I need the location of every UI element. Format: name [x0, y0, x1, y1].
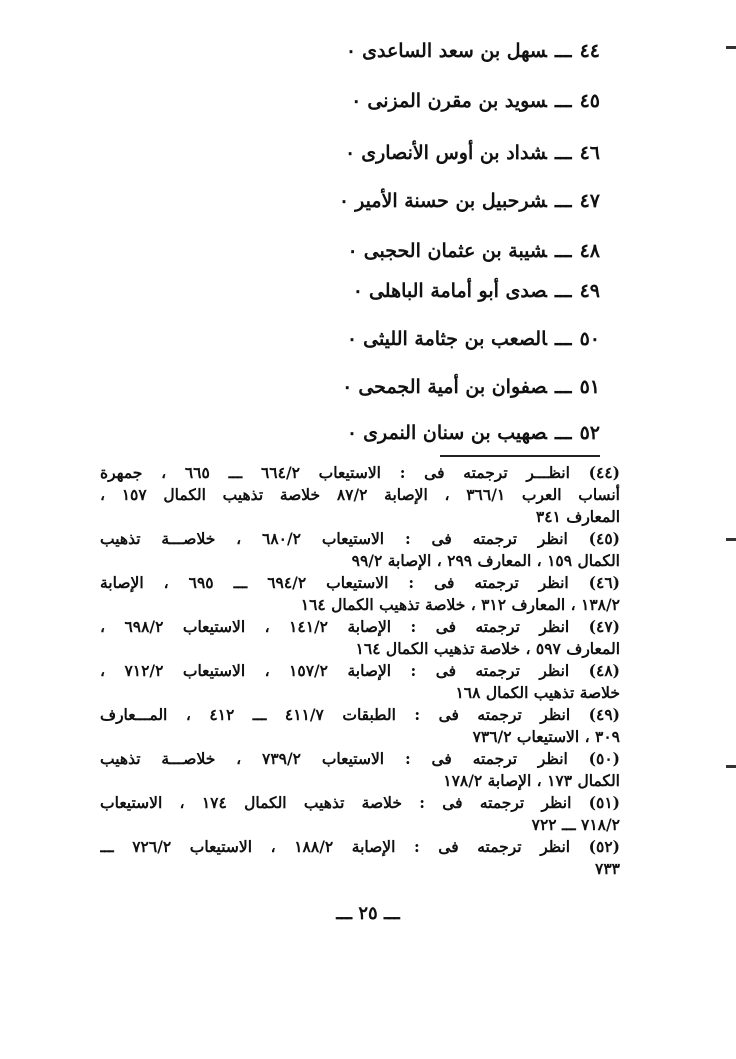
entry-dot: ٠ — [346, 422, 358, 444]
entry-name: سهل بن سعد الساعدى — [362, 40, 547, 62]
footnote — [100, 528, 620, 572]
footnote — [100, 748, 620, 792]
entry-dash: ـــ — [554, 328, 572, 350]
entry-dot: ٠ — [345, 40, 357, 62]
scan-edge-mark — [726, 538, 736, 541]
footnote-line: الكمال ١٧٣ ، الإصابة ١٧٨/٢ — [443, 771, 620, 790]
footnote-line: (٤٩) انظر ترجمته فى : الطبقات ٤١١/٧ ـــ ٤١٢ ، المـــعارف — [100, 705, 620, 724]
entry-dash: ـــ — [554, 422, 572, 444]
footnote-line: ٣٠٩ ، الاستيعاب ٧٣٦/٢ — [472, 727, 620, 746]
footnote-line: (٥٢) انظر ترجمته فى : الإصابة ١٨٨/٢ ، الاستيعاب ٧٢٦/٢ ـــ — [100, 837, 620, 856]
footnote-line: الكمال ١٥٩ ، المعارف ٢٩٩ ، الإصابة ٩٩/٢ — [351, 551, 620, 570]
entry-number: ٤٨ — [579, 240, 600, 262]
list-item — [345, 140, 600, 166]
entry-name: شداد بن أوس الأنصارى — [361, 142, 547, 164]
footnote-line: ١٣٨/٢ ، المعارف ٣١٢ ، خلاصة تذهيب الكمال ١٦٤ — [300, 595, 620, 614]
entry-dot: ٠ — [346, 328, 358, 350]
footnote — [100, 572, 620, 616]
footnote — [100, 462, 620, 528]
entry-dash: ـــ — [554, 190, 572, 212]
entry-number: ٤٥ — [579, 90, 600, 112]
footnote — [100, 836, 620, 880]
entry-number: ٥٢ — [579, 422, 600, 444]
footnotes — [100, 462, 620, 880]
entry-name: شرحبيل بن حسنة الأمير — [355, 190, 547, 212]
footnote-line: (٥١) انظر ترجمته فى : خلاصة تذهيب الكمال ١٧٤ ، الاستيعاب — [100, 793, 620, 812]
entry-name: صدى أبو أمامة الباهلى — [368, 280, 547, 302]
footnote — [100, 616, 620, 660]
footnote-line: خلاصة تذهيب الكمال ١٦٨ — [455, 683, 620, 702]
list-item — [346, 38, 600, 64]
footnote-line: ٧٣٣ — [595, 859, 620, 878]
entry-dash: ـــ — [554, 376, 572, 398]
entry-name: سويد بن مقرن المزنى — [367, 90, 547, 112]
entry-dash: ـــ — [554, 240, 572, 262]
list-item — [342, 374, 600, 400]
entry-dot: ٠ — [342, 376, 353, 398]
entry-dot: ٠ — [345, 142, 356, 164]
entry-dot: ٠ — [351, 90, 362, 112]
entry-dash: ـــ — [554, 142, 572, 164]
entry-dash: ـــ — [554, 280, 572, 302]
list-item — [351, 88, 600, 114]
entry-name: صفوان بن أمية الجمحى — [358, 376, 547, 398]
entry-dot: ٠ — [352, 280, 363, 302]
entry-number: ٤٩ — [579, 280, 600, 302]
list-item — [347, 326, 600, 352]
scan-edge-mark — [726, 46, 736, 49]
footnote-line: (٥٠) انظر ترجمته فى : الاستيعاب ٧٣٩/٢ ، خلاصـــة تذهيب — [100, 749, 620, 768]
footnote-line: المعارف ٣٤١ — [535, 507, 620, 526]
footnote — [100, 792, 620, 836]
entry-dash: ـــ — [554, 90, 572, 112]
entry-name: صهيب بن سنان النمرى — [363, 422, 547, 444]
list-item — [353, 278, 600, 304]
footnote — [100, 660, 620, 704]
entry-dot: ٠ — [338, 190, 350, 212]
entry-number: ٥٠ — [579, 328, 600, 350]
entry-number: ٤٧ — [579, 190, 600, 212]
footnote — [100, 704, 620, 748]
page-number: ـــ ٢٥ ـــ — [336, 903, 400, 924]
list-item — [347, 420, 600, 446]
entry-dash: ـــ — [554, 40, 572, 62]
list-item — [339, 188, 600, 214]
footnote-line: (٤٦) انظر ترجمته فى : الاستيعاب ٦٩٤/٢ ـــ ٦٩٥ ، الإصابة — [100, 573, 620, 592]
entry-number: ٤٦ — [579, 142, 600, 164]
footnote-line: (٤٧) انظر ترجمته فى : الإصابة ١٤١/٢ ، الاستيعاب ٦٩٨/٢ ، — [100, 617, 620, 636]
footnote-line: أنساب العرب ٣٦٦/١ ، الإصابة ٨٧/٢ خلاصة تذهيب الكمال ١٥٧ ، — [100, 485, 620, 504]
list-item — [347, 238, 600, 264]
footnote-line: (٤٨) انظر ترجمته فى : الإصابة ١٥٧/٢ ، الاستيعاب ٧١٢/٢ ، — [100, 661, 620, 680]
footnote-line: المعارف ٥٩٧ ، خلاصة تذهيب الكمال ١٦٤ — [355, 639, 620, 658]
entry-name: الصعب بن جثامة الليثى — [363, 328, 547, 350]
footnote-line: (٤٤) انظـــر ترجمته فى : الاستيعاب ٦٦٤/٢ ـــ ٦٦٥ ، جمهرة — [100, 463, 620, 482]
entry-name: شيبة بن عثمان الحجبى — [363, 240, 547, 262]
entry-number: ٥١ — [579, 376, 600, 398]
entry-number: ٤٤ — [579, 40, 600, 62]
footnote-line: ٧١٨/٢ ـــ ٧٢٢ — [531, 815, 620, 834]
footnote-line: (٤٥) انظر ترجمته فى : الاستيعاب ٦٨٠/٢ ، خلاصـــة تذهيب — [100, 529, 620, 548]
entry-dot: ٠ — [347, 240, 358, 262]
footnote-separator — [440, 455, 600, 457]
scan-edge-mark — [726, 765, 736, 768]
